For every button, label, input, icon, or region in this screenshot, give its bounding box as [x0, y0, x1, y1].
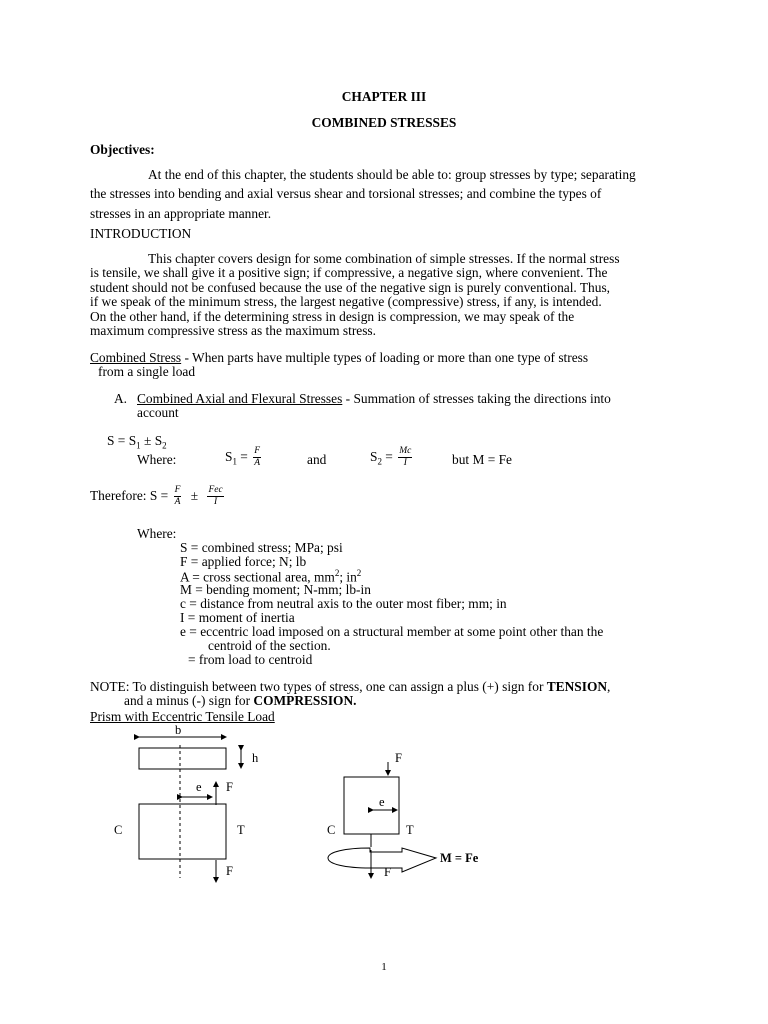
- def-a-sup-1: 2: [334, 568, 340, 578]
- def-f: F = applied force; N; lb: [180, 554, 307, 569]
- objectives-heading: Objectives:: [90, 142, 155, 157]
- therefore-pm: ±: [190, 488, 199, 503]
- therefore-numerator-1: F: [174, 485, 181, 496]
- s2-numerator: Mc: [399, 446, 412, 457]
- s2-sub: 2: [377, 456, 382, 467]
- sum-formula-pm: ± S: [140, 433, 163, 448]
- def-m: M = bending moment; N-mm; lb-in: [180, 582, 371, 597]
- def-a-sup-2: 2: [356, 568, 362, 578]
- label-b: b: [175, 723, 182, 737]
- s1-lhs: S: [225, 449, 233, 464]
- def-e-1: e = eccentric load imposed on a structural member at some point other than the: [180, 624, 604, 639]
- chapter-title: COMBINED STRESSES: [311, 115, 457, 130]
- intro-line-5: On the other hand, if the determining stress in design is compression, we may speak of the: [90, 308, 575, 324]
- label-c-right: C: [327, 823, 336, 837]
- intro-line-4: if we speak of the minimum stress, the largest negative (compressive) stress, if any, is intended.: [90, 294, 602, 310]
- prism-top-view: [139, 748, 226, 769]
- section-a-term: Combined Axial and Flexural Stresses: [137, 391, 343, 406]
- note-tension: TENSION: [546, 679, 608, 694]
- label-h: h: [252, 751, 259, 765]
- intro-line-1: This chapter covers design for some combination of simple stresses. If the normal stress: [148, 251, 620, 266]
- where-label: Where:: [137, 452, 177, 467]
- def-c: c = distance from neutral axis to the outer most fiber; mm; in: [180, 596, 507, 611]
- combined-stress-def-2: from a single load: [98, 364, 196, 379]
- note-comma: ,: [607, 679, 611, 694]
- s1-numerator: F: [254, 446, 261, 457]
- def-a-text: A = cross sectional area, mm: [180, 569, 335, 585]
- def-a-unit: ; in: [339, 569, 357, 585]
- label-f-left-top: F: [226, 780, 233, 794]
- label-f-right-bottom: F: [384, 865, 391, 879]
- def-i: I = moment of inertia: [180, 610, 295, 625]
- label-t-right: T: [406, 823, 414, 837]
- chapter-label: CHAPTER III: [341, 89, 427, 104]
- therefore-lhs: Therefore: S =: [90, 488, 169, 503]
- objectives-line-3: stresses in an appropriate manner.: [90, 205, 272, 221]
- label-f-right-top: F: [395, 751, 402, 765]
- sub-1: 1: [136, 440, 141, 451]
- combined-stress-def-1: - When parts have multiple types of loading or more than one type of stress: [181, 350, 589, 365]
- and-label: and: [307, 452, 327, 467]
- section-a-def-1: - Summation of stresses taking the directions into: [342, 391, 611, 406]
- but-label: but M = Fe: [452, 452, 513, 467]
- def-e-3: = from load to centroid: [188, 652, 313, 667]
- s2-denominator: I: [403, 458, 407, 469]
- sum-formula-lhs: S = S: [107, 433, 137, 448]
- note-compression: COMPRESSION.: [253, 693, 357, 708]
- label-e-left: e: [196, 780, 202, 794]
- label-t-left: T: [237, 823, 245, 837]
- intro-line-3: student should not be confused because the use of the negative sign is purely conventional. Thus,: [90, 279, 611, 295]
- prism-right-view: [344, 777, 399, 834]
- s1-eq: =: [236, 449, 248, 464]
- combined-stress-term: Combined Stress: [90, 350, 182, 365]
- label-moment: M = Fe: [440, 851, 479, 865]
- section-a-def-2: account: [137, 405, 179, 420]
- label-c-left: C: [114, 823, 123, 837]
- s1-sub: 1: [232, 456, 237, 467]
- def-s: S = combined stress; MPa; psi: [180, 540, 343, 555]
- s1-denominator: A: [254, 458, 261, 469]
- intro-line-6: maximum compressive stress as the maximum stress.: [90, 323, 376, 339]
- therefore-denominator-1: A: [174, 497, 181, 508]
- intro-line-2: is tensile, we shall give it a positive sign; if compressive, a negative sign, where convenient. The: [90, 265, 608, 281]
- therefore-denominator-2: I: [213, 497, 218, 508]
- prism-side-view: [139, 804, 226, 859]
- label-f-left-bottom: F: [226, 864, 233, 878]
- sub-2: 2: [162, 440, 167, 451]
- introduction-heading: INTRODUCTION: [90, 226, 192, 241]
- note-text-1: NOTE: To distinguish between two types of stress, one can assign a plus (+) sign for: [90, 679, 547, 694]
- label-e-right: e: [379, 795, 385, 809]
- objectives-line-2: the stresses into bending and axial versus shear and torsional stresses; and combine the types of: [90, 186, 602, 202]
- s2-eq: =: [381, 449, 393, 464]
- moment-arrow: [328, 848, 436, 872]
- section-a-letter: A.: [114, 391, 128, 406]
- note-text-2: and a minus (-) sign for: [124, 693, 254, 708]
- objectives-line-1: At the end of this chapter, the students should be able to: group stresses by type; separating: [148, 167, 636, 182]
- prism-heading: Prism with Eccentric Tensile Load: [90, 709, 275, 724]
- therefore-numerator-2: Fec: [208, 485, 223, 496]
- page-number: 1: [381, 961, 387, 973]
- definitions-where: Where:: [137, 526, 177, 541]
- def-e-2: centroid of the section.: [208, 638, 331, 653]
- s2-lhs: S: [370, 449, 378, 464]
